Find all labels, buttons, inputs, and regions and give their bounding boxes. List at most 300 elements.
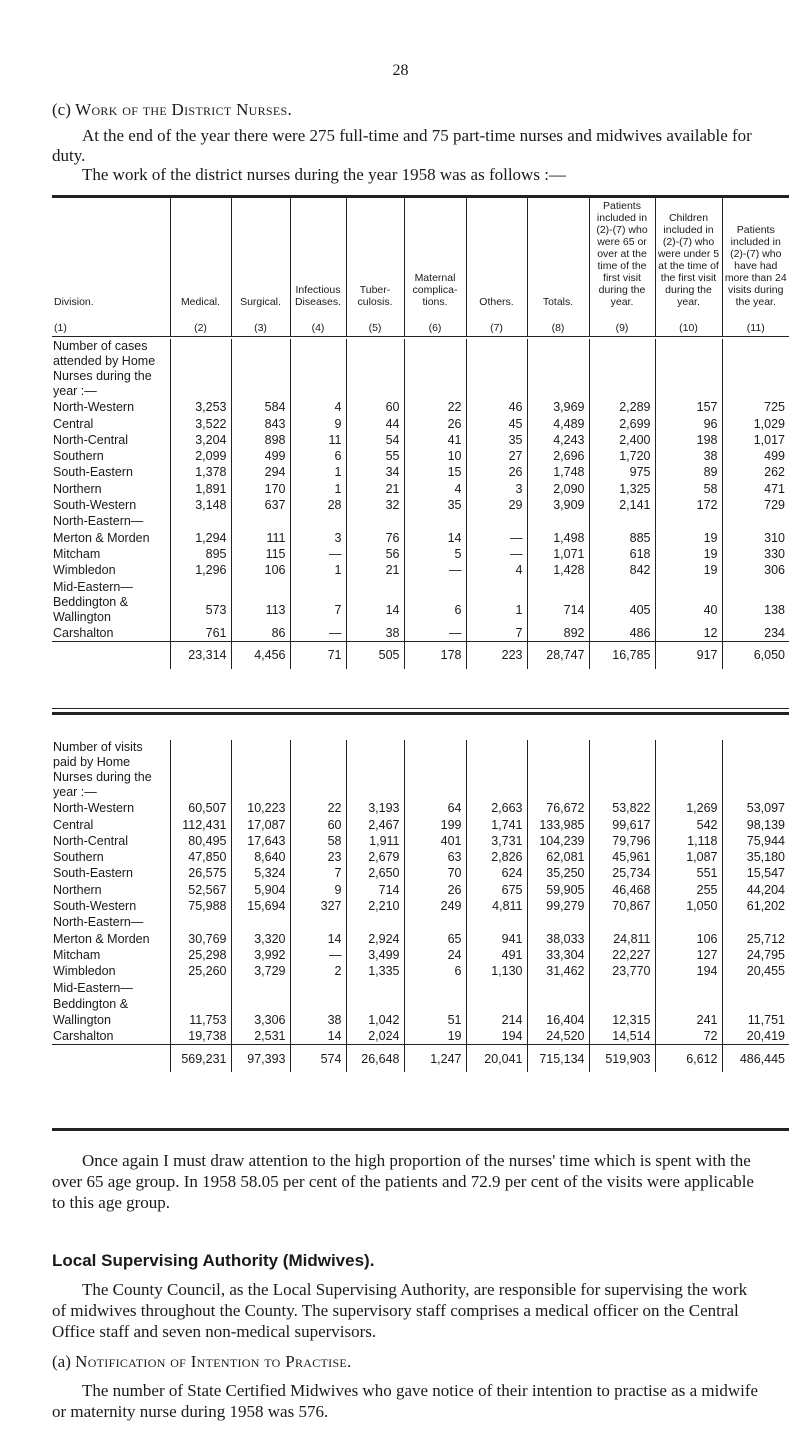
table-cell: 31,462 [527,963,589,979]
table-cell: 76 [346,529,404,545]
header-number: (10) [679,322,698,334]
table-cell: 15 [404,464,466,480]
table-cell [170,979,231,995]
header-cell [589,197,655,337]
table-cell: 714 [527,595,589,625]
lsa-heading: Local Supervising Authority (Midwives). [52,1251,375,1270]
row-label: North-Western [52,800,170,816]
visits-table [52,740,789,1072]
table-cell: 241 [655,1012,722,1028]
table-cell: 3,306 [231,1012,290,1028]
table-header [52,195,789,337]
table-cell: 3,148 [170,497,231,513]
table-cell: 27 [466,448,527,464]
table-row [52,497,789,513]
row-label: North-Eastern— [52,513,170,529]
table-row [52,996,789,1012]
total-cell: 26,648 [346,1045,404,1073]
table-cell: 5,324 [231,865,290,881]
header-number: (11) [746,322,765,334]
table-cell: 29 [466,497,527,513]
table-cell: 33,304 [527,947,589,963]
table-cell: 51 [404,1012,466,1028]
table-cell: 3,204 [170,432,231,448]
table-cell: 22 [290,800,346,816]
table-cell: 61,202 [746,899,785,914]
table-cell: 111 [231,529,290,545]
empty-cell [290,339,346,399]
table-cell: 842 [589,562,655,578]
table-cell: 895 [170,546,231,562]
table-cell: 26 [404,881,466,897]
table-cell: 584 [231,399,290,415]
section-a-title: Notification of Intention to Practise. [75,1352,352,1371]
header-cell [404,197,466,337]
row-label: Central [52,816,170,832]
table-cell: 3,729 [231,963,290,979]
table-row [52,947,789,963]
table-cell: 551 [655,865,722,881]
header-number: (3) [254,322,267,334]
table-cell: 19 [655,529,722,545]
row-label: Wimbledon [52,562,170,578]
table-cell: 89 [655,464,722,480]
table-cell: 62,081 [527,849,589,865]
table-cell: 491 [466,947,527,963]
table-cell: 3,731 [466,833,527,849]
table-cell: 53,097 [746,801,785,816]
table-cell: 4 [404,480,466,496]
table-cell: 64 [404,800,466,816]
table-cell: 637 [231,497,290,513]
table-cell: 60,507 [170,800,231,816]
table-cell: 1,269 [655,800,722,816]
table-cell: 25,260 [170,963,231,979]
table-cell: 1,720 [589,448,655,464]
table-cell: 843 [231,415,290,431]
table-cell: 79,796 [589,833,655,849]
section-c-label: (c) [52,100,76,119]
table-cell: 20,455 [746,964,785,979]
section-a-label: (a) [52,1352,76,1371]
table-cell: 2,467 [346,816,404,832]
table-cell: — [404,625,466,642]
table-cell: 4,243 [527,432,589,448]
header-cell [231,197,290,337]
table-cell: 898 [231,432,290,448]
table-cell: 56 [346,546,404,562]
table-cell: 45,961 [589,849,655,865]
table-cell: 172 [655,497,722,513]
row-label: Wimbledon [52,963,170,979]
empty-cell [346,339,404,399]
row-label: Mid-Eastern— [52,979,170,995]
row-label: South-Western [52,898,170,914]
table-cell: 1,335 [346,963,404,979]
table-cell: 6 [404,963,466,979]
table-cell: 1,748 [527,464,589,480]
table-cell: 38 [290,1012,346,1028]
table-cell: 471 [764,481,785,496]
table-cell: 249 [404,898,466,914]
table-cell: 23 [290,849,346,865]
table-cell: 55 [346,448,404,464]
table-cell: 499 [231,448,290,464]
table-cell: 3,909 [527,497,589,513]
totals-label-cell [52,1045,170,1073]
table-cell: 25,734 [589,865,655,881]
table-cell [655,914,722,930]
table-cell: 6 [290,448,346,464]
header-number: (2) [194,322,207,334]
empty-cell [404,339,466,399]
row-label: Beddington & [52,996,170,1012]
empty-cell [404,740,466,800]
header-label: Infectious Diseases. [294,284,342,308]
table-cell [170,914,231,930]
table-cell: 199 [404,816,466,832]
table-cell [290,578,346,594]
table-cell [466,979,527,995]
table-cell: 99,279 [527,898,589,914]
row-label: North-Western [52,399,170,415]
table-cell: 14 [346,595,404,625]
table-cell [231,513,290,529]
table-cell: 486 [589,625,655,642]
total-cell: 6,612 [655,1045,722,1073]
table-cell: 10,223 [231,800,290,816]
total-cell: 97,393 [231,1045,290,1073]
table-cell: 327 [290,898,346,914]
table-cell: 3,193 [346,800,404,816]
table-cell: 106 [655,930,722,946]
table-cell: 38 [346,625,404,642]
table-cell: 14 [290,930,346,946]
table-cell [346,914,404,930]
empty-cell [527,339,589,399]
intro-label: Number of cases attended by Home Nurses during the year :— [52,339,170,399]
header-cell [290,197,346,337]
table-cell [589,578,655,594]
table-cell: 1 [290,464,346,480]
table-cell: 310 [764,530,785,545]
table-cell [290,996,346,1012]
lsa-para: The County Council, as the Local Supervising Authority, are responsible for supervising the work of midwives throughout the County. The supervisory staff comprises a medical officer on the Central Office staff and seven non-medical supervisors. [52,1280,748,1341]
table-cell [290,979,346,995]
table-cell [722,914,789,930]
table-cell [466,578,527,594]
table-bottom-rule [52,1128,789,1131]
table-cell: 24,520 [527,1028,589,1045]
table-cell: 198 [655,432,722,448]
table-cell: 19 [655,562,722,578]
empty-cell [527,740,589,800]
table-row [52,979,789,995]
table-cell: 194 [466,1028,527,1045]
table-cell [655,979,722,995]
empty-cell [170,740,231,800]
total-cell: 505 [346,641,404,669]
total-cell: 223 [466,641,527,669]
table-cell: 34 [346,464,404,480]
empty-cell [290,740,346,800]
table-cell: 3,499 [346,947,404,963]
table-cell: 9 [290,415,346,431]
header-cell [346,197,404,337]
table-cell: 15,547 [746,866,785,881]
table-cell [589,914,655,930]
table-cell: 10 [404,448,466,464]
table-cell: 60 [346,399,404,415]
table-row [52,595,789,625]
table-cell [290,513,346,529]
table-cell: 2,090 [527,480,589,496]
table-cell: 70 [404,865,466,881]
total-cell: 1,247 [404,1045,466,1073]
table-cell: 65 [404,930,466,946]
table-cell: 1 [290,562,346,578]
table-cell: 72 [655,1028,722,1045]
table-cell [231,578,290,594]
table-cell: 14 [404,529,466,545]
table-cell: — [290,625,346,642]
row-label: Carshalton [52,625,170,642]
row-label: Northern [52,881,170,897]
section-a-heading [52,1352,760,1372]
table-cell: 7 [290,595,346,625]
empty-cell [722,740,789,800]
table-cell: 25,712 [746,931,785,946]
table-cell: 58 [655,480,722,496]
table-cell: 47,850 [170,849,231,865]
table-cell: 194 [655,963,722,979]
table-cell: 1 [290,480,346,496]
table-cell: 892 [527,625,589,642]
table-cell: 70,867 [589,898,655,914]
row-label: South-Western [52,497,170,513]
total-cell: 486,445 [722,1045,789,1073]
total-cell: 23,314 [170,641,231,669]
table-cell [170,578,231,594]
table-cell [655,578,722,594]
section-divider-thick [52,712,789,715]
total-cell: 715,134 [527,1045,589,1073]
table-cell: 885 [589,529,655,545]
table-cell: 675 [466,881,527,897]
table-cell: 1,378 [170,464,231,480]
table-cell: 17,087 [231,816,290,832]
table-cell: 1,017 [753,432,785,447]
table-cell [346,578,404,594]
table-cell: 38 [655,448,722,464]
table-cell: 53,822 [589,800,655,816]
table-cell: 19 [655,546,722,562]
table-cell: 725 [764,400,785,415]
table-cell: 16,404 [527,1012,589,1028]
table-cell: — [466,546,527,562]
row-label: North-Central [52,432,170,448]
table-cell: 21 [346,480,404,496]
header-label: Medical. [180,296,221,308]
row-label: Mid-Eastern— [52,578,170,594]
table-cell: 54 [346,432,404,448]
table-row [52,833,789,849]
row-label: Southern [52,448,170,464]
table-cell: 255 [655,881,722,897]
header-label: Tuber-culosis. [357,284,393,308]
table-cell: 1,325 [589,480,655,496]
totals-row [52,641,789,669]
section-c-title: Work of the District Nurses. [75,100,293,119]
total-cell: 16,785 [589,641,655,669]
table-cell: 330 [764,546,785,561]
row-label: Central [52,415,170,431]
table-cell: 4 [290,399,346,415]
table-cell: 8,640 [231,849,290,865]
table-cell: 573 [170,595,231,625]
table-cell: 11,753 [170,1012,231,1028]
empty-cell [722,339,789,399]
table-cell: 170 [231,480,290,496]
table-cell: 1,050 [655,898,722,914]
table-cell: 106 [231,562,290,578]
table-cell: 115 [231,546,290,562]
header-cell [655,197,722,337]
table-cell: 1,029 [753,416,785,431]
row-label: Northern [52,480,170,496]
table-row [52,898,789,914]
row-label: South-Eastern [52,464,170,480]
row-label: North-Central [52,833,170,849]
intro-row [52,339,789,399]
table-row [52,816,789,832]
table-cell: 729 [764,498,785,513]
table-cell: 214 [466,1012,527,1028]
table-cell: 76,672 [527,800,589,816]
table-cell: 2,289 [589,399,655,415]
table-cell: 86 [231,625,290,642]
table-cell: 2,924 [346,930,404,946]
table-cell: 294 [231,464,290,480]
table-cell: 44,204 [746,882,785,897]
table-cell: 1,428 [527,562,589,578]
table-cell: 401 [404,833,466,849]
table-cell: 542 [655,816,722,832]
cases-table [52,339,789,669]
section-divider [52,708,789,709]
table-cell: — [290,546,346,562]
table-cell: 1,087 [655,849,722,865]
table-cell: 1,498 [527,529,589,545]
table-row [52,914,789,930]
table-cell: 405 [589,595,655,625]
total-cell: 569,231 [170,1045,231,1073]
table-cell [527,578,589,594]
total-cell: 71 [290,641,346,669]
intro-row [52,740,789,800]
table-cell [346,513,404,529]
table-cell: 3 [290,529,346,545]
table-cell: 714 [346,881,404,897]
table-cell: 41 [404,432,466,448]
table-cell: 2,024 [346,1028,404,1045]
table-cell: 234 [764,625,785,640]
empty-cell [231,740,290,800]
table-cell: 1,118 [655,833,722,849]
table-cell: 19 [404,1028,466,1045]
table-cell: 17,643 [231,833,290,849]
header-label: Patients included in (2)-(7) who were 65 or over at the time of the first visit during the year. [596,200,648,308]
table-cell: 2 [290,963,346,979]
table-cell: 12 [655,625,722,642]
table-cell: 46,468 [589,881,655,897]
table-cell: 46 [466,399,527,415]
table-cell [404,914,466,930]
header-cell [52,197,170,337]
table-cell [722,979,789,995]
row-label: Wallington [52,1012,170,1028]
empty-cell [589,339,655,399]
table-cell: 6 [404,595,466,625]
table-row [52,625,789,642]
section-c-para1: At the end of the year there were 275 full-time and 75 part-time nurses and midwives available for duty. [52,126,752,165]
table-cell [527,996,589,1012]
para-after-table: Once again I must draw attention to the high proportion of the nurses' time which is spent with the over 65 age group. In 1958 58.05 per cent of the patients and 72.9 per cent of the visits were applicable to this age group. [52,1151,754,1212]
table-cell [290,914,346,930]
table-cell: 1,130 [466,963,527,979]
table-cell: 63 [404,849,466,865]
table-cell [527,914,589,930]
table-cell: 21 [346,562,404,578]
table-cell: 761 [170,625,231,642]
table-cell: 98,139 [746,817,785,832]
row-label: South-Eastern [52,865,170,881]
table-cell: — [466,529,527,545]
section-c-para2: The work of the district nurses during the year 1958 was as follows :— [82,165,566,184]
table-cell: 35,180 [746,850,785,865]
table-cell: 975 [589,464,655,480]
table-cell: 30,769 [170,930,231,946]
empty-cell [231,339,290,399]
table-row [52,1028,789,1045]
row-label: Mitcham [52,947,170,963]
table-cell [466,513,527,529]
table-cell: 2,650 [346,865,404,881]
table-cell: 75,988 [170,898,231,914]
table-cell: 138 [764,602,785,617]
table-cell: 24 [404,947,466,963]
table-row [52,562,789,578]
header-number: (8) [551,322,565,334]
table-cell: 11,751 [747,1013,785,1028]
row-label: Southern [52,849,170,865]
table-cell: 2,210 [346,898,404,914]
total-cell: 574 [290,1045,346,1073]
table-cell: 306 [764,563,785,578]
table-cell: 3,522 [170,415,231,431]
table-cell: 157 [655,399,722,415]
table-cell: 19,738 [170,1028,231,1045]
table-row [52,865,789,881]
table-cell: 499 [764,449,785,464]
table-cell: 1,891 [170,480,231,496]
table-cell: 3,992 [231,947,290,963]
table-cell: 14,514 [589,1028,655,1045]
table-cell: 32 [346,497,404,513]
empty-cell [589,740,655,800]
table-row [52,849,789,865]
table-row [52,448,789,464]
